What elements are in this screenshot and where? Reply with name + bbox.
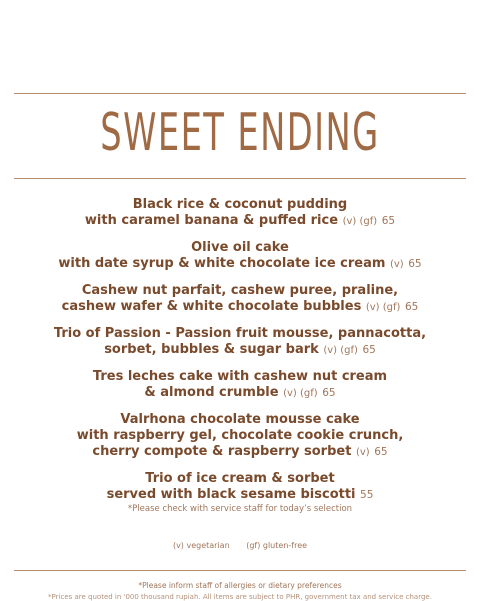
menu-item [0, 197, 480, 230]
item-price: 55 [360, 489, 374, 501]
item-desc-line: with raspberry gel, chocolate cookie crunch, [76, 428, 404, 443]
pricing-fine-print: *Prices are quoted in '000 thousand rupiah. All items are subject to PHR, government tax and service charge. [48, 593, 432, 601]
legend-gluten-free: (gf) gluten-free [246, 541, 308, 550]
menu-item [0, 471, 480, 515]
menu-item [0, 326, 480, 359]
dietary-tags: (v) [389, 259, 404, 270]
legend-vegetarian: (v) vegetarian [172, 541, 230, 550]
dietary-tags: (v) (gf) [283, 388, 318, 399]
item-desc-line: sorbet, bubbles & sugar bark (v) (gf) 65 [104, 342, 376, 357]
item-desc-line: & almond crumble (v) (gf) 65 [144, 385, 336, 400]
title-divider [14, 178, 466, 179]
footer-divider [14, 570, 466, 571]
item-desc-line: served with black sesame biscotti 55 [106, 487, 374, 502]
item-desc-line: cashew wafer & white chocolate bubbles (v) (gf) 65 [61, 299, 419, 314]
dietary-tags: (v) [355, 447, 370, 458]
dietary-tags: (v) (gf) [365, 302, 401, 313]
menu-item [0, 412, 480, 461]
item-name-line: Trio of Passion - Passion fruit mousse, pannacotta, [53, 326, 427, 341]
item-price: 65 [362, 344, 376, 356]
menu-item [0, 283, 480, 316]
item-desc-line: with date syrup & white chocolate ice cream (v) 65 [58, 256, 422, 271]
dessert-list [0, 197, 480, 525]
selection-note: *Please check with service staff for today’s selection [127, 504, 353, 514]
dietary-tags: (v) (gf) [323, 345, 358, 356]
item-name-line: Tres leches cake with cashew nut cream [92, 369, 388, 384]
menu-item [0, 240, 480, 273]
dietary-legend [0, 541, 480, 550]
item-price: 65 [408, 258, 422, 270]
menu-item [0, 369, 480, 402]
menu-title: SWEET ENDING [100, 103, 380, 163]
item-price: 65 [381, 215, 396, 227]
item-name-line: Valrhona chocolate mousse cake [120, 412, 360, 427]
top-divider [14, 93, 466, 94]
item-price: 65 [404, 301, 419, 313]
item-name-line: Cashew nut parfait, cashew puree, praline, [81, 283, 399, 298]
item-price: 65 [322, 387, 336, 399]
item-name-line: Trio of ice cream & sorbet [145, 471, 335, 486]
item-desc-line: cherry compote & raspberry sorbet (v) 65 [92, 444, 388, 459]
item-name-line: Olive oil cake [191, 240, 289, 255]
item-price: 65 [374, 446, 388, 458]
allergy-note: *Please inform staff of allergies or dietary preferences [138, 581, 342, 590]
dietary-tags: (v) (gf) [342, 216, 378, 227]
item-name-line: Black rice & coconut pudding [132, 197, 348, 212]
item-desc-line: with caramel banana & puffed rice (v) (gf) 65 [84, 213, 396, 228]
